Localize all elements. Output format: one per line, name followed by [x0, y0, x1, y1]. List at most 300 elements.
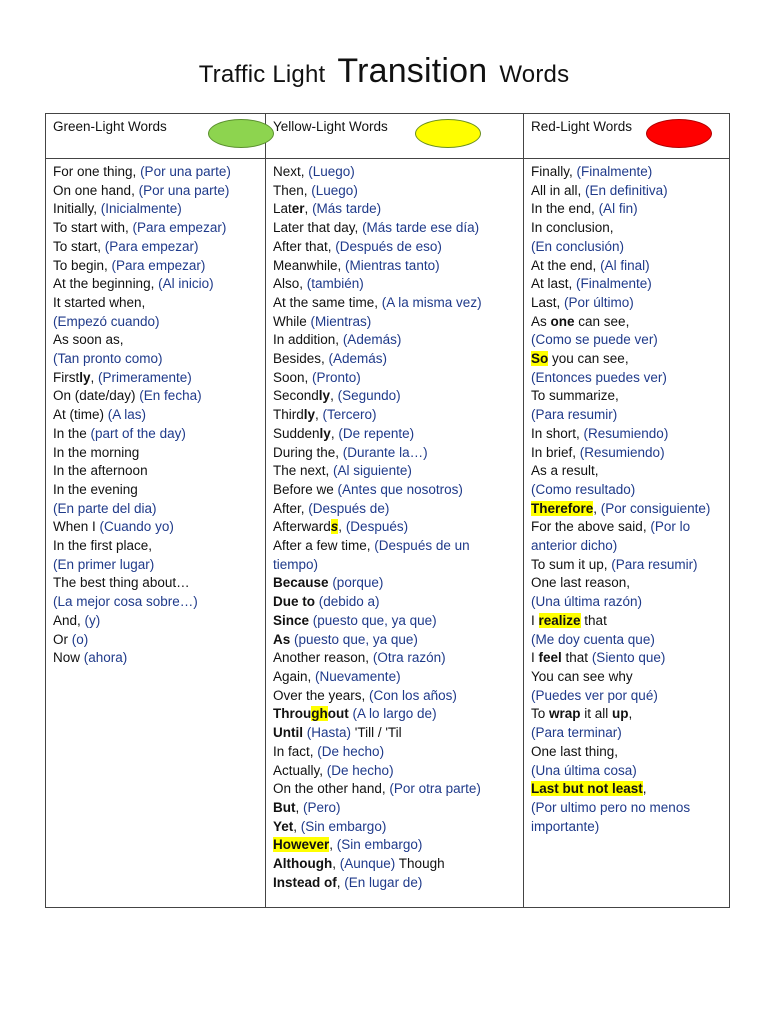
- english-phrase: Last,: [531, 294, 565, 310]
- spanish-translation: (Por otra parte): [389, 781, 481, 797]
- english-phrase: ,: [293, 818, 301, 834]
- yellow-word-line: [273, 257, 517, 276]
- spanish-translation: (De hecho): [317, 743, 385, 759]
- english-phrase: feel: [538, 650, 562, 666]
- english-phrase: At last,: [531, 276, 577, 292]
- red-word-line: [531, 369, 723, 388]
- english-phrase: Meanwhile,: [273, 257, 346, 273]
- spanish-translation: (porque): [332, 575, 384, 591]
- english-phrase: In the evening: [53, 481, 138, 497]
- english-phrase: ,: [304, 201, 313, 217]
- english-phrase: 'Till / 'Til: [351, 725, 402, 741]
- spanish-translation: (Para resumir): [531, 407, 618, 423]
- red-word-line: [531, 724, 723, 743]
- english-phrase: One last thing,: [531, 743, 619, 759]
- english-phrase: Therefore: [531, 500, 594, 516]
- english-phrase: ,: [330, 425, 339, 441]
- red-words-list: [524, 159, 729, 836]
- english-phrase: Lat: [273, 201, 292, 217]
- spanish-translation: (Siento que): [591, 650, 666, 666]
- english-phrase: Finally,: [531, 164, 577, 179]
- green-word-line: [53, 518, 259, 537]
- spanish-translation: (Por lo anterior dicho): [531, 519, 691, 554]
- green-word-line: [53, 182, 259, 201]
- english-phrase: Over the years,: [273, 687, 370, 703]
- yellow-word-line: [273, 780, 517, 799]
- spanish-translation: (Mientras tanto): [345, 257, 440, 273]
- spanish-translation: (Segundo): [337, 388, 401, 404]
- english-phrase: you can see,: [548, 351, 629, 367]
- english-phrase: can see,: [574, 313, 630, 329]
- spanish-translation: (En fecha): [139, 388, 202, 404]
- english-phrase: Third: [273, 407, 304, 423]
- english-phrase: s: [330, 519, 339, 535]
- english-phrase: For the above said,: [531, 519, 651, 535]
- red-word-line: [531, 406, 723, 425]
- english-phrase: that: [561, 650, 592, 666]
- yellow-word-line: [273, 444, 517, 463]
- red-word-line: [531, 631, 723, 650]
- yellow-word-line: [273, 406, 517, 425]
- english-phrase: ,: [90, 369, 99, 385]
- english-phrase: Now: [53, 650, 84, 666]
- green-word-line: [53, 425, 259, 444]
- spanish-translation: (Para empezar): [132, 220, 227, 236]
- yellow-word-line: [273, 387, 517, 406]
- yellow-word-line: [273, 313, 517, 332]
- red-word-line: [531, 500, 723, 519]
- spanish-translation: (Sin embargo): [300, 818, 387, 834]
- english-phrase: During the,: [273, 444, 343, 460]
- english-phrase: To begin,: [53, 257, 112, 273]
- yellow-word-line: [273, 743, 517, 762]
- spanish-translation: (Además): [328, 351, 388, 367]
- red-word-line: [531, 705, 723, 724]
- spanish-translation: (Mientras): [310, 313, 372, 329]
- english-phrase: Later that day,: [273, 220, 363, 236]
- green-light-icon: [208, 119, 274, 148]
- green-word-line: [53, 406, 259, 425]
- english-phrase: ,: [338, 519, 346, 535]
- red-word-line: [531, 612, 723, 631]
- english-phrase: Though: [395, 856, 445, 872]
- yellow-word-line: [273, 182, 517, 201]
- english-phrase: wrap: [549, 706, 581, 722]
- green-word-line: [53, 331, 259, 350]
- spanish-translation: (Durante la…): [342, 444, 428, 460]
- spanish-translation: (Finalmente): [576, 164, 653, 179]
- english-phrase: Before we: [273, 481, 338, 497]
- english-phrase: ly: [319, 425, 331, 441]
- yellow-word-line: [273, 799, 517, 818]
- english-phrase: At the end,: [531, 257, 601, 273]
- english-phrase: Due to: [273, 594, 315, 610]
- green-word-line: [53, 649, 259, 668]
- english-phrase: To start with,: [53, 220, 133, 236]
- english-phrase: In the end,: [531, 201, 599, 217]
- spanish-translation: (De repente): [338, 425, 415, 441]
- red-words-cell: [524, 159, 730, 908]
- spanish-translation: (Por una parte): [138, 182, 230, 198]
- header-label-green: Green-Light Words: [53, 119, 167, 134]
- english-phrase: To: [531, 706, 550, 722]
- spanish-translation: (Pronto): [312, 369, 361, 385]
- english-phrase: Yet: [273, 818, 294, 834]
- english-phrase: After,: [273, 500, 309, 516]
- english-phrase: Actually,: [273, 762, 327, 778]
- english-phrase: In addition,: [273, 332, 343, 348]
- spanish-translation: (Nuevamente): [315, 668, 401, 684]
- green-word-line: [53, 387, 259, 406]
- yellow-light-icon: [415, 119, 481, 148]
- english-phrase: ,: [628, 706, 633, 722]
- english-phrase: Initially,: [53, 201, 101, 217]
- header-red: [524, 114, 730, 159]
- spanish-translation: (Tercero): [322, 407, 377, 423]
- english-phrase: ,: [336, 874, 345, 890]
- yellow-word-line: [273, 425, 517, 444]
- yellow-word-line: [273, 481, 517, 500]
- green-word-line: [53, 612, 259, 631]
- english-phrase: To summarize,: [531, 388, 619, 404]
- yellow-word-line: [273, 668, 517, 687]
- english-phrase: At the beginning,: [53, 276, 159, 292]
- yellow-words-list: [266, 159, 523, 892]
- spanish-translation: (Resumiendo): [579, 444, 665, 460]
- english-phrase: Until: [273, 725, 303, 741]
- english-phrase: ,: [330, 388, 338, 404]
- english-phrase: ly: [303, 407, 316, 423]
- yellow-words-cell: [266, 159, 524, 908]
- green-word-line: [53, 294, 259, 313]
- spanish-translation: (Empezó cuando): [53, 313, 160, 329]
- spanish-translation: (Más tarde): [312, 201, 382, 217]
- spanish-translation: (Como resultado): [531, 481, 636, 497]
- red-word-line: [531, 762, 723, 781]
- yellow-word-line: [273, 500, 517, 519]
- spanish-translation: (Como se puede ver): [531, 332, 658, 348]
- red-word-line: [531, 163, 723, 182]
- green-word-line: [53, 238, 259, 257]
- english-phrase: ,: [332, 856, 340, 872]
- spanish-translation: (Después de un tiempo): [273, 538, 470, 572]
- red-word-line: [531, 780, 723, 799]
- english-phrase: For one thing,: [53, 164, 141, 179]
- red-word-line: [531, 668, 723, 687]
- english-phrase: it all: [580, 706, 613, 722]
- red-word-line: [531, 275, 723, 294]
- yellow-word-line: [273, 294, 517, 313]
- spanish-translation: (A las): [107, 407, 147, 423]
- yellow-word-line: [273, 687, 517, 706]
- spanish-translation: (debido a): [318, 594, 380, 610]
- spanish-translation: (también): [306, 276, 364, 292]
- green-word-line: [53, 631, 259, 650]
- green-word-line: [53, 257, 259, 276]
- spanish-translation: (Pero): [303, 799, 341, 815]
- spanish-translation: (La mejor cosa sobre…): [53, 594, 198, 610]
- spanish-translation: (Hasta): [306, 725, 352, 741]
- english-phrase: Since: [273, 612, 310, 628]
- red-word-line: [531, 238, 723, 257]
- yellow-word-line: [273, 369, 517, 388]
- spanish-translation: (Una última razón): [531, 594, 643, 610]
- page-title: [0, 52, 768, 91]
- english-phrase: The next,: [273, 463, 334, 479]
- english-phrase: When I: [53, 519, 100, 535]
- green-word-line: [53, 200, 259, 219]
- english-phrase: To start,: [53, 238, 105, 254]
- english-phrase: But: [273, 799, 296, 815]
- spanish-translation: (Finalmente): [576, 276, 652, 292]
- green-word-line: [53, 593, 259, 612]
- english-phrase: In the afternoon: [53, 463, 148, 479]
- spanish-translation: (Entonces puedes ver): [531, 369, 667, 385]
- spanish-translation: (En lugar de): [344, 874, 423, 890]
- green-word-line: [53, 369, 259, 388]
- yellow-word-line: [273, 874, 517, 893]
- english-phrase: Or: [53, 631, 72, 647]
- red-word-line: [531, 799, 723, 836]
- english-phrase: Again,: [273, 668, 316, 684]
- spanish-translation: (Puedes ver por qué): [531, 687, 658, 703]
- red-word-line: [531, 182, 723, 201]
- spanish-translation: (De hecho): [326, 762, 394, 778]
- green-word-line: [53, 462, 259, 481]
- green-words-cell: [46, 159, 266, 908]
- title-word-words: Words: [499, 61, 570, 88]
- english-phrase: that: [580, 612, 607, 628]
- yellow-word-line: [273, 818, 517, 837]
- spanish-translation: (puesto que, ya que): [294, 631, 418, 647]
- yellow-word-line: [273, 705, 517, 724]
- spanish-translation: (Primeramente): [98, 369, 192, 385]
- english-phrase: gh: [311, 706, 328, 722]
- spanish-translation: (part of the day): [90, 425, 186, 441]
- spanish-translation: (y): [84, 612, 101, 628]
- english-phrase: ,: [642, 781, 647, 797]
- red-word-line: [531, 200, 723, 219]
- spanish-translation: (Una última cosa): [531, 762, 637, 778]
- english-phrase: Then,: [273, 182, 312, 198]
- english-phrase: After a few time,: [273, 538, 375, 554]
- spanish-translation: (Cuando yo): [99, 519, 174, 535]
- english-phrase: Also,: [273, 276, 307, 292]
- english-phrase: I: [531, 612, 539, 628]
- red-word-line: [531, 313, 723, 332]
- english-phrase: On one hand,: [53, 182, 139, 198]
- yellow-word-line: [273, 238, 517, 257]
- english-phrase: In the first place,: [53, 538, 153, 554]
- yellow-word-line: [273, 275, 517, 294]
- english-phrase: Although: [273, 856, 333, 872]
- spanish-translation: (Al fin): [598, 201, 638, 217]
- red-word-line: [531, 687, 723, 706]
- spanish-translation: (Al final): [600, 257, 650, 273]
- spanish-translation: (A la misma vez): [381, 294, 482, 310]
- red-word-line: [531, 350, 723, 369]
- spanish-translation: (Para empezar): [104, 238, 199, 254]
- english-phrase: In short,: [531, 425, 584, 441]
- english-phrase: realize: [538, 612, 581, 628]
- spanish-translation: (Tan pronto como): [53, 351, 163, 367]
- english-phrase: All in all,: [531, 182, 586, 198]
- red-word-line: [531, 574, 723, 593]
- yellow-word-line: [273, 855, 517, 874]
- red-word-line: [531, 331, 723, 350]
- spanish-translation: (Por último): [564, 294, 634, 310]
- english-phrase: Afterward: [273, 519, 331, 535]
- english-phrase: As: [273, 631, 291, 647]
- english-phrase: In conclusion,: [531, 220, 614, 236]
- spanish-translation: (Además): [342, 332, 402, 348]
- yellow-word-line: [273, 724, 517, 743]
- english-phrase: As a result,: [531, 463, 599, 479]
- spanish-translation: (En primer lugar): [53, 556, 155, 572]
- english-phrase: Because: [273, 575, 329, 591]
- table-header-row: [46, 114, 730, 159]
- english-phrase: ,: [329, 837, 337, 853]
- spanish-translation: (Luego): [308, 164, 355, 179]
- english-phrase: It started when,: [53, 294, 146, 310]
- transition-words-table: [45, 113, 730, 908]
- spanish-translation: (Al siguiente): [333, 463, 412, 479]
- green-word-line: [53, 350, 259, 369]
- english-phrase: At the same time,: [273, 294, 382, 310]
- header-label-yellow: Yellow-Light Words: [273, 119, 388, 134]
- green-word-line: [53, 275, 259, 294]
- english-phrase: one: [550, 313, 575, 329]
- spanish-translation: (Por una parte): [140, 164, 231, 179]
- yellow-word-line: [273, 350, 517, 369]
- red-word-line: [531, 481, 723, 500]
- green-word-line: [53, 537, 259, 556]
- red-word-line: [531, 649, 723, 668]
- yellow-word-line: [273, 537, 517, 574]
- english-phrase: Throu: [273, 706, 312, 722]
- red-word-line: [531, 444, 723, 463]
- header-yellow: [266, 114, 524, 159]
- english-phrase: As soon as,: [53, 332, 124, 348]
- yellow-word-line: [273, 200, 517, 219]
- green-word-line: [53, 481, 259, 500]
- english-phrase: Soon,: [273, 369, 313, 385]
- red-word-line: [531, 294, 723, 313]
- spanish-translation: (Más tarde ese día): [362, 220, 480, 236]
- spanish-translation: (A lo largo de): [352, 706, 437, 722]
- red-word-line: [531, 556, 723, 575]
- spanish-translation: (Aunque): [339, 856, 396, 872]
- english-phrase: The best thing about…: [53, 575, 190, 591]
- green-word-line: [53, 574, 259, 593]
- green-word-line: [53, 219, 259, 238]
- green-word-line: [53, 556, 259, 575]
- red-word-line: [531, 593, 723, 612]
- yellow-word-line: [273, 462, 517, 481]
- english-phrase: After that,: [273, 238, 336, 254]
- spanish-translation: (Por ultimo pero no menos importante): [531, 799, 691, 834]
- english-phrase: One last reason,: [531, 575, 631, 591]
- red-word-line: [531, 743, 723, 762]
- english-phrase: Next,: [273, 164, 309, 179]
- spanish-translation: (ahora): [83, 650, 128, 666]
- green-word-line: [53, 163, 259, 182]
- english-phrase: First: [53, 369, 80, 385]
- english-phrase: And,: [53, 612, 85, 628]
- english-phrase: However: [273, 837, 330, 853]
- spanish-translation: (En parte del dia): [53, 500, 157, 516]
- english-phrase: In fact,: [273, 743, 318, 759]
- english-phrase: So: [531, 351, 549, 367]
- english-phrase: As: [531, 313, 551, 329]
- spanish-translation: (Antes que nosotros): [337, 481, 463, 497]
- spanish-translation: (Por consiguiente): [600, 500, 711, 516]
- english-phrase: ,: [593, 500, 601, 516]
- yellow-word-line: [273, 649, 517, 668]
- spanish-translation: (Resumiendo): [583, 425, 669, 441]
- english-phrase: Second: [273, 388, 319, 404]
- title-word-traffic-light: Traffic Light: [198, 61, 326, 88]
- english-phrase: I: [531, 650, 539, 666]
- red-word-line: [531, 219, 723, 238]
- english-phrase: Sudden: [273, 425, 320, 441]
- header-green: [46, 114, 266, 159]
- red-word-line: [531, 257, 723, 276]
- spanish-translation: (Luego): [311, 182, 358, 198]
- english-phrase: In the: [53, 425, 91, 441]
- english-phrase: While: [273, 313, 311, 329]
- english-phrase: Besides,: [273, 351, 329, 367]
- spanish-translation: (o): [71, 631, 89, 647]
- spanish-translation: (En conclusión): [531, 238, 625, 254]
- english-phrase: ly: [318, 388, 331, 404]
- english-phrase: On the other hand,: [273, 781, 390, 797]
- english-phrase: ,: [315, 407, 323, 423]
- red-light-icon: [646, 119, 712, 148]
- yellow-word-line: [273, 331, 517, 350]
- yellow-word-line: [273, 762, 517, 781]
- english-phrase: In brief,: [531, 444, 580, 460]
- yellow-word-line: [273, 574, 517, 593]
- header-label-red: Red-Light Words: [531, 119, 633, 134]
- spanish-translation: (Después de eso): [335, 238, 442, 254]
- title-word-transition: Transition: [337, 52, 488, 90]
- english-phrase: In the morning: [53, 444, 140, 460]
- english-phrase: Instead of: [273, 874, 337, 890]
- spanish-translation: (Al inicio): [158, 276, 214, 292]
- english-phrase: On (date/day): [53, 388, 140, 404]
- red-word-line: [531, 387, 723, 406]
- green-word-line: [53, 444, 259, 463]
- yellow-word-line: [273, 219, 517, 238]
- english-phrase: er: [291, 201, 305, 217]
- spanish-translation: (Para resumir): [611, 556, 698, 572]
- english-phrase: Another reason,: [273, 650, 373, 666]
- yellow-word-line: [273, 612, 517, 631]
- spanish-translation: (Para empezar): [111, 257, 206, 273]
- spanish-translation: (Después de): [308, 500, 390, 516]
- green-word-line: [53, 500, 259, 519]
- yellow-word-line: [273, 593, 517, 612]
- spanish-translation: (puesto que, ya que): [312, 612, 437, 628]
- spanish-translation: (Después): [345, 519, 409, 535]
- english-phrase: ,: [295, 799, 304, 815]
- red-word-line: [531, 425, 723, 444]
- spanish-translation: (En definitiva): [585, 182, 668, 198]
- yellow-word-line: [273, 836, 517, 855]
- english-phrase: up: [612, 706, 629, 722]
- spanish-translation: (Sin embargo): [336, 837, 423, 853]
